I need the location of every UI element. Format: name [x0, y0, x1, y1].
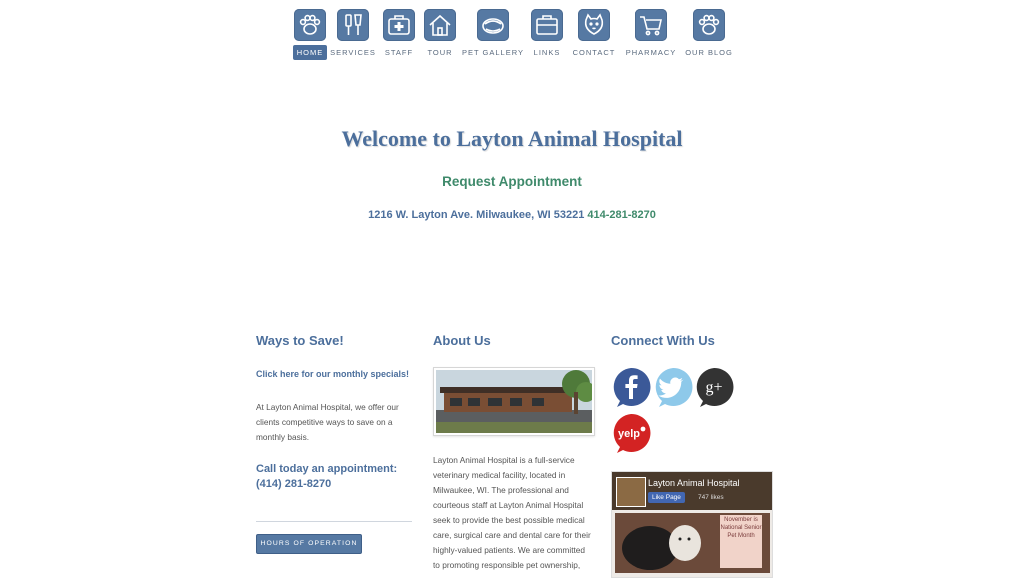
cat-icon	[578, 9, 610, 41]
request-appointment-link[interactable]: Request Appointment	[442, 174, 582, 189]
ways-to-save-heading: Ways to Save!	[256, 333, 344, 348]
yelp-icon[interactable]	[610, 412, 652, 454]
nav-label-tour: TOUR	[427, 48, 453, 57]
likes-count: 747 likes	[698, 494, 724, 501]
twitter-icon[interactable]	[652, 366, 694, 408]
hospital-photo	[433, 367, 595, 436]
nav-label-contact: CONTACT	[572, 48, 616, 57]
post-caption: November is National Senior Pet Month	[720, 515, 762, 568]
nav-label-our-blog: OUR BLOG	[685, 48, 733, 57]
about-us-heading: About Us	[433, 333, 491, 348]
nav-label-links: LINKS	[533, 48, 561, 57]
nav-label-home: HOME	[293, 45, 328, 60]
nav-label-pet-gallery: PET GALLERY	[462, 48, 524, 57]
house-icon	[424, 9, 456, 41]
facebook-widget-header	[612, 472, 772, 510]
about-us-text: Layton Animal Hospital is a full-service veterinary medical facility, located in Milwaukee, WI. The professional and courteous staff at Layton Animal Hospital seek to provide the best possible medical care, surgical care and dental care for their highly-valued patients. We are committed to promoting responsible pet ownership,	[433, 455, 591, 570]
svg-text:yelp: yelp	[617, 428, 641, 440]
facebook-page-widget[interactable]	[611, 471, 773, 578]
page-title: Welcome to Layton Animal Hospital	[341, 126, 683, 151]
paw-icon	[693, 9, 725, 41]
address-line	[0, 209, 1024, 221]
toy-icon	[477, 9, 509, 41]
main-nav	[0, 8, 1024, 68]
page-avatar	[616, 477, 646, 507]
nav-label-staff: STAFF	[384, 48, 414, 57]
ways-to-save-text: At Layton Animal Hospital, we offer our clients competitive ways to save on a monthly basis.	[256, 402, 399, 442]
facebook-icon[interactable]	[610, 366, 652, 408]
nav-label-services: SERVICES	[330, 48, 376, 57]
nav-item-our-blog[interactable]	[674, 8, 744, 64]
facebook-page-name[interactable]: Layton Animal Hospital	[648, 478, 740, 488]
google-plus-icon[interactable]	[693, 366, 735, 408]
call-today-text: Call today an appointment: (414) 281-8270	[256, 463, 398, 490]
cart-icon	[635, 9, 667, 41]
svg-text:g+: g+	[705, 379, 723, 396]
address-text: 1216 W. Layton Ave. Milwaukee, WI 53221	[368, 209, 585, 221]
connect-heading: Connect With Us	[611, 333, 715, 348]
divider	[256, 521, 412, 522]
hours-of-operation-button[interactable]: HOURS OF OPERATION	[256, 534, 362, 554]
nav-label-pharmacy: PHARMACY	[625, 48, 677, 57]
phone-link[interactable]: 414-281-8270	[587, 209, 656, 221]
monthly-specials-link[interactable]: Click here for our monthly specials!	[256, 369, 410, 379]
like-page-button[interactable]: Like Page	[648, 492, 685, 503]
